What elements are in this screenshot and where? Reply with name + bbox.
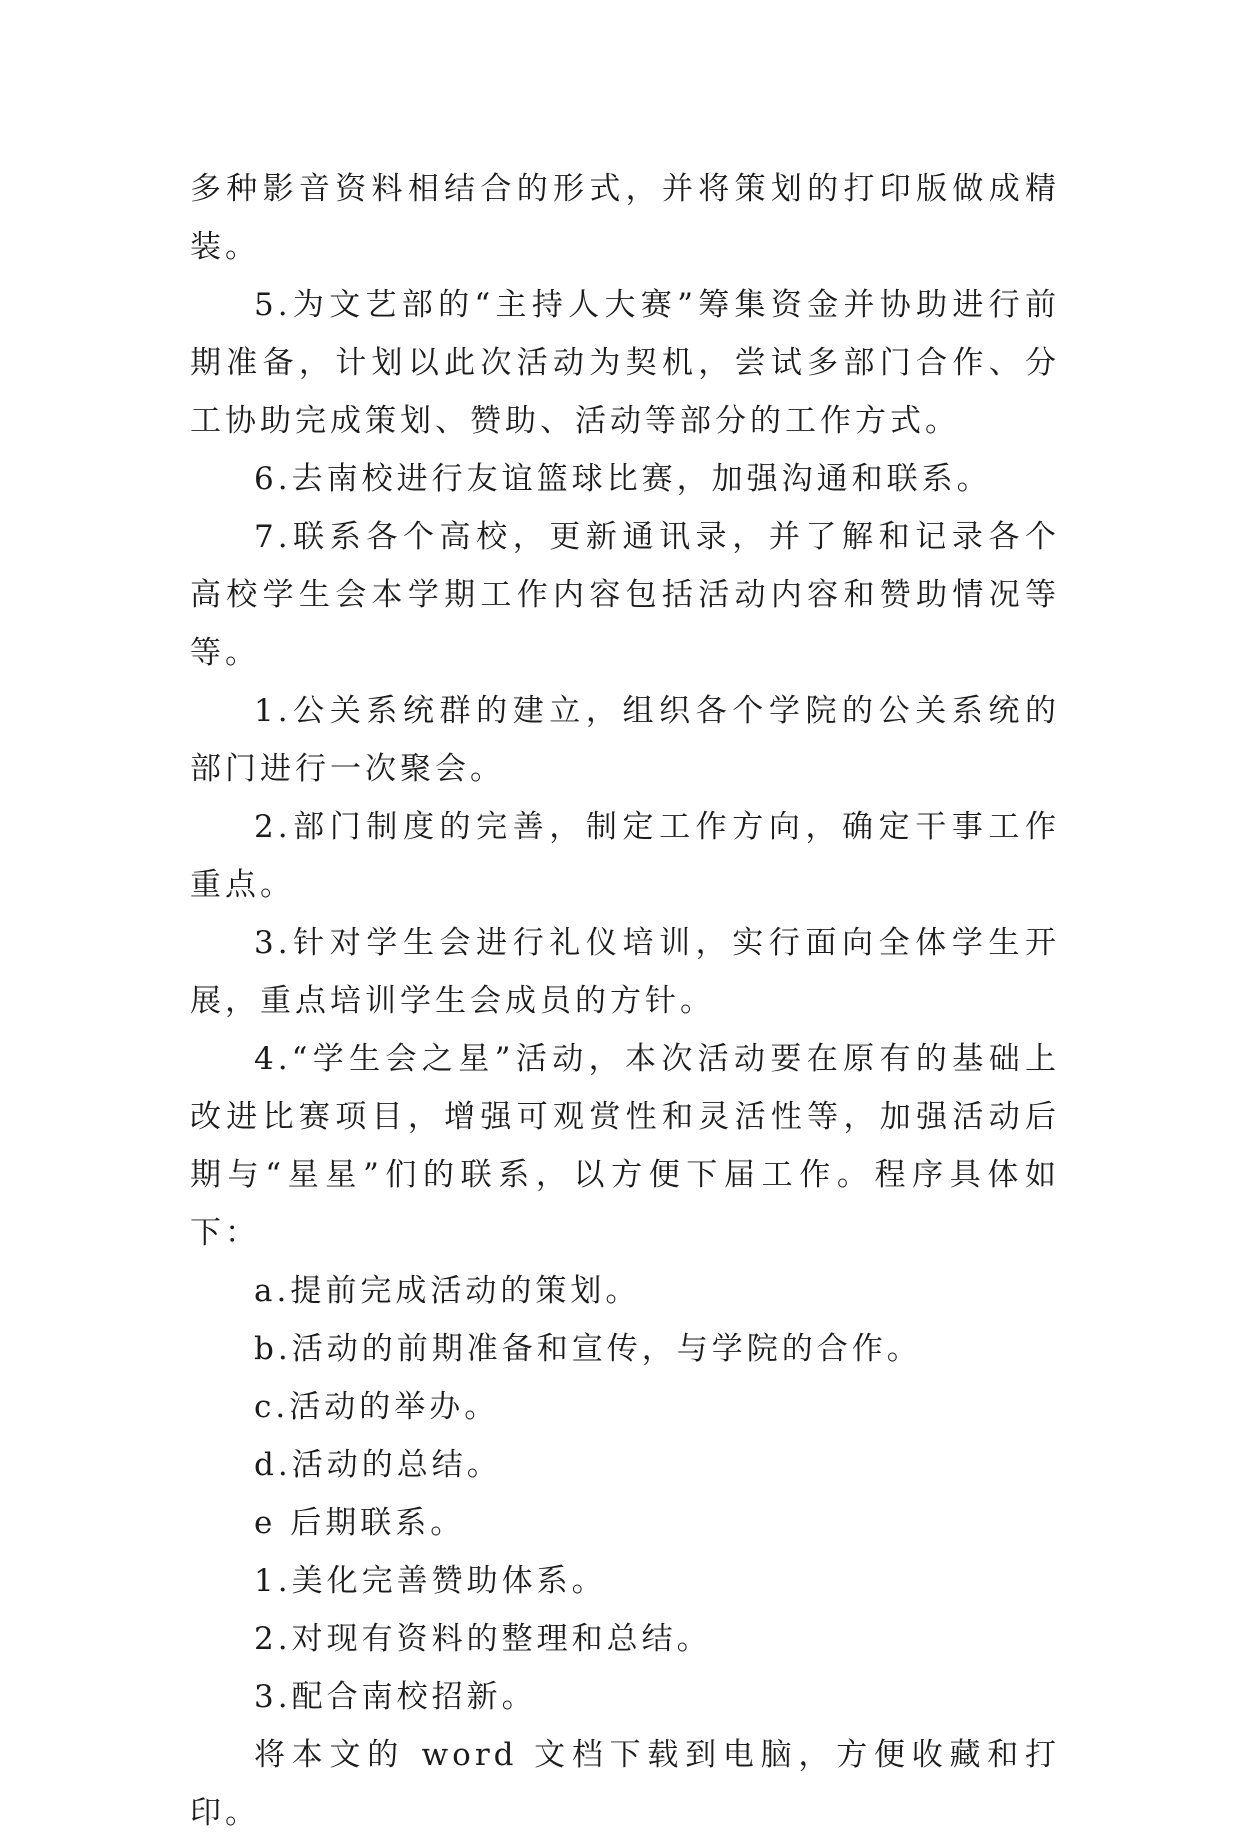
- paragraph-subitem-d: d.活动的总结。: [254, 1447, 502, 1483]
- document-body: [190, 160, 1060, 1842]
- download-note: 将本文的 word 文档下载到电脑，方便收藏和打印。: [190, 1737, 1060, 1831]
- paragraph-item-1: 1.公关系统群的建立，组织各个学院的公关系统的部门进行一次聚会。: [190, 693, 1060, 787]
- paragraph-subitem-e: e 后期联系。: [254, 1505, 466, 1541]
- paragraph-item-5: 5.为文艺部的“主持人大赛”筹集资金并协助进行前期准备，计划以此次活动为契机，尝试多部门合作、分工协助完成策划、赞助、活动等部分的工作方式。: [190, 287, 1060, 439]
- paragraph-item-3: 3.针对学生会进行礼仪培训，实行面向全体学生开展，重点培训学生会成员的方针。: [190, 925, 1060, 1019]
- paragraph-item-7: 7.联系各个高校，更新通讯录，并了解和记录各个高校学生会本学期工作内容包括活动内容和赞助情况等等。: [190, 519, 1060, 671]
- paragraph-item-2: 2.部门制度的完善，制定工作方向，确定干事工作重点。: [190, 809, 1060, 903]
- paragraph-subitem-a: a.提前完成活动的策划。: [254, 1273, 641, 1309]
- paragraph-sponsor-item-3: 3.配合南校招新。: [254, 1679, 537, 1715]
- paragraph-subitem-c: c.活动的举办。: [254, 1389, 500, 1425]
- paragraph-continuation: 多种影音资料相结合的形式，并将策划的打印版做成精装。: [190, 171, 1060, 265]
- paragraph-item-6: 6.去南校进行友谊篮球比赛，加强沟通和联系。: [254, 461, 992, 497]
- paragraph-sponsor-item-1: 1.美化完善赞助体系。: [254, 1563, 607, 1599]
- paragraph-subitem-b: b.活动的前期准备和宣传，与学院的合作。: [254, 1331, 922, 1367]
- paragraph-sponsor-item-2: 2.对现有资料的整理和总结。: [254, 1621, 712, 1657]
- paragraph-item-4: 4.“学生会之星”活动，本次活动要在原有的基础上改进比赛项目，增强可观赏性和灵活性等，加强活动后期与“星星”们的联系，以方便下届工作。程序具体如下：: [190, 1041, 1060, 1251]
